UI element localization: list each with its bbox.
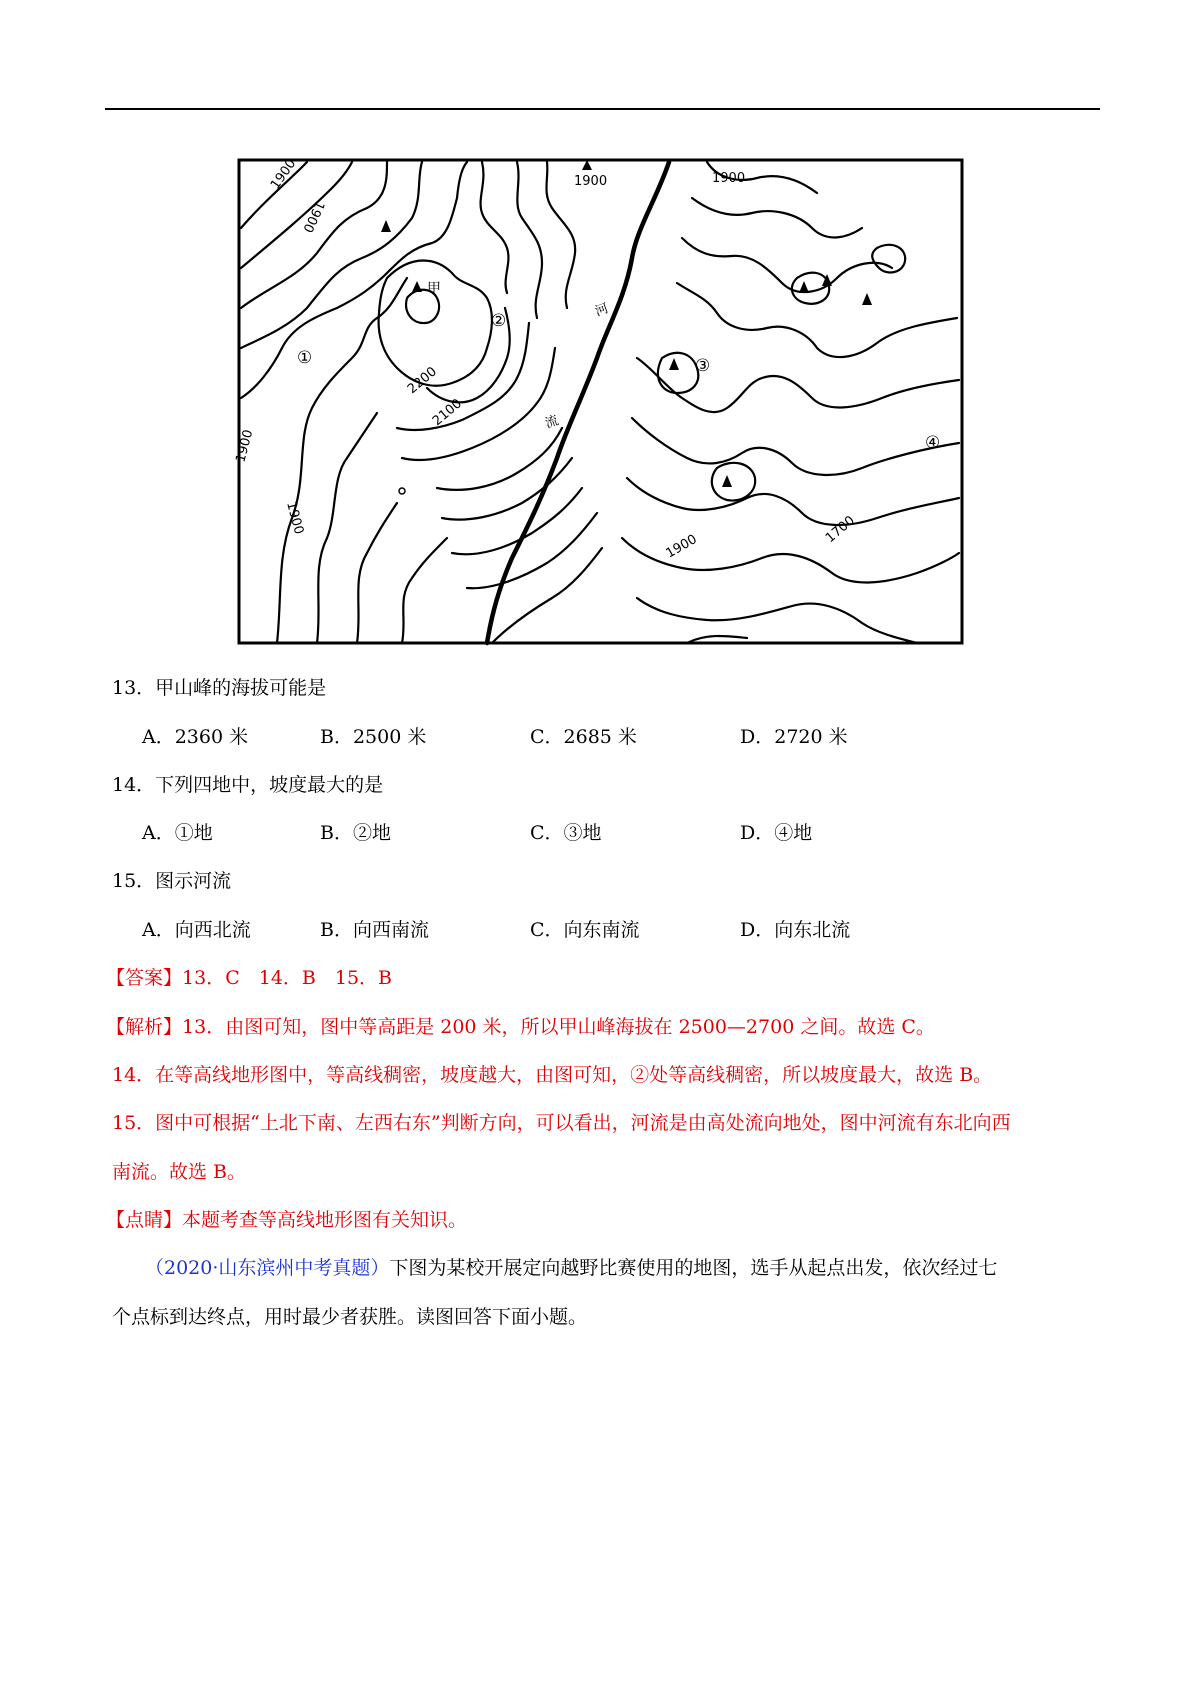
- comment-label: 【点睛】: [106, 1209, 183, 1231]
- contour-label: 1900: [299, 198, 327, 235]
- analysis-line-2: 14．在等高线地形图中，等高线稠密，坡度越大，由图可知，②处等高线稠密，所以坡度最大，故选 B。: [112, 1064, 993, 1086]
- contour-label: 1700: [822, 513, 858, 547]
- contour-map-svg: [233, 156, 964, 645]
- question-15-option-b: B．向西南流: [320, 919, 429, 941]
- answer-line: [106, 963, 392, 990]
- analysis-text-1: 13．由图可知，图中等高距是 200 米，所以甲山峰海拔在 2500—2700 之间。故选 C。: [182, 1016, 935, 1038]
- question-15-option-d: D．向东北流: [740, 919, 851, 941]
- question-15-option-c: C．向东南流: [530, 919, 640, 941]
- question-13-option-a: A．2360 米: [142, 726, 249, 748]
- question-13-option-c: C．2685 米: [530, 726, 637, 748]
- next-question-line-2: 个点标到达终点，用时最少者获胜。读图回答下面小题。: [112, 1306, 588, 1328]
- contour-label: 1900: [267, 156, 300, 193]
- contour-label: 2100: [429, 396, 465, 430]
- question-15-stem: 15．图示河流: [112, 870, 232, 892]
- site-label-2: ②: [491, 311, 507, 331]
- comment-text: 本题考查等高线地形图有关知识。: [182, 1209, 468, 1231]
- answer-label: 【答案】: [106, 967, 183, 989]
- analysis-line-1: [106, 1012, 935, 1039]
- next-question-line-1: [145, 1253, 997, 1280]
- question-14-option-c: C．③地: [530, 822, 602, 844]
- answer-text: 13．C 14．B 15．B: [182, 967, 393, 989]
- question-13-option-b: B．2500 米: [320, 726, 427, 748]
- contour-label: 1900: [712, 171, 746, 186]
- question-14-option-b: B．②地: [320, 822, 391, 844]
- question-13-stem: 13．甲山峰的海拔可能是: [112, 677, 327, 699]
- contour-label: 1900: [233, 428, 257, 465]
- question-13-option-d: D．2720 米: [740, 726, 848, 748]
- question-14-option-a: A．①地: [142, 822, 213, 844]
- comment-line: [106, 1205, 467, 1232]
- analysis-label: 【解析】: [106, 1016, 183, 1038]
- site-label-1: ①: [297, 348, 313, 368]
- contour-map: [233, 156, 964, 645]
- contour-label: 1900: [283, 500, 307, 537]
- river-label: 河: [593, 301, 611, 320]
- analysis-line-4: 南流。故选 B。: [112, 1161, 247, 1183]
- site-label-4: ④: [925, 433, 941, 453]
- question-14-option-d: D．④地: [740, 822, 813, 844]
- analysis-line-3: 15．图中可根据“上北下南、左西右东”判断方向，可以看出，河流是由高处流向地处，图中河流有东北向西: [112, 1112, 1011, 1134]
- header-rule: [105, 108, 1100, 110]
- peak-label: 甲: [427, 281, 441, 297]
- contour-label: 1900: [574, 174, 608, 189]
- site-label-3: ③: [695, 356, 711, 376]
- contour-label: 1900: [663, 531, 700, 562]
- contour-label: 2200: [404, 364, 440, 398]
- next-question-text-1: 下图为某校开展定向越野比赛使用的地图，选手从起点出发，依次经过七: [389, 1257, 998, 1279]
- source-tag: （2020·山东滨州中考真题）: [145, 1257, 390, 1279]
- river-label: 流: [543, 413, 561, 432]
- question-14-stem: 14．下列四地中，坡度最大的是: [112, 774, 384, 796]
- question-15-option-a: A．向西北流: [142, 919, 251, 941]
